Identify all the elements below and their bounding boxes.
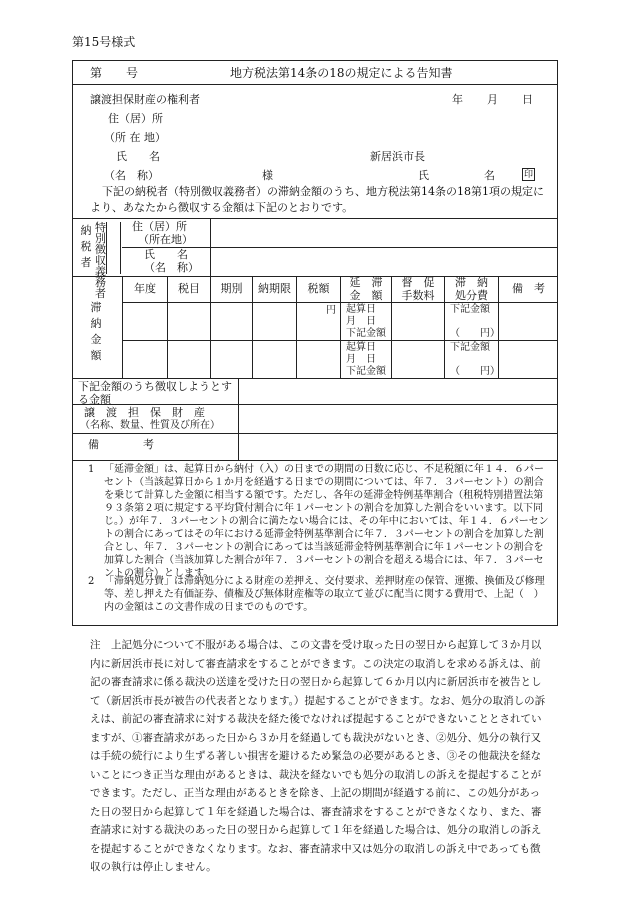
note-text: 「滞納処分費」は滞納処分による財産の差押え、交付要求、差押財産の保管、運搬、換価及び修理等、差し押えた有価証券、債権及び無体財産権等の取立て並びに配当に関する費用で、上記（ ）内の金額はこの文書作成の日までのものです。 xyxy=(104,576,545,613)
issuer-name-label: 氏 名 xyxy=(418,169,495,182)
number-prefix: 第 xyxy=(90,66,103,80)
date-month: 月 xyxy=(487,93,498,106)
col-fiscal-year: 年度 xyxy=(134,282,156,295)
col-tax-item: 税目 xyxy=(178,282,200,295)
taxpayer-location-label: （所在地） xyxy=(138,233,193,246)
issuer: 新居浜市長 xyxy=(370,150,425,163)
reckon-date-2: 月 日 xyxy=(346,354,376,365)
recipient-address-label: 住（居）所 xyxy=(108,112,163,125)
recipient-name-label: 氏 名 xyxy=(116,150,160,163)
recipient-org-label: （名 称） xyxy=(104,169,159,182)
number-suffix: 号 xyxy=(126,66,139,80)
date-day: 日 xyxy=(522,93,533,106)
property-label: 譲 渡 担 保 財 産 xyxy=(84,406,205,419)
appeal-footnote: 注 上記処分について不服がある場合は、この文書を受け取った日の翌日から起算して３か月以内に新居浜市長に対して審査請求をすることができます。この決定の取消しを求める訴えは、前記の審査請求に係る裁決の送達を受けた日の翌日から起算して６か月以内に新居浜市を被告として（新居浜市長が被告の代表者となります。）提起することができます。なお、処分の取消しの訴えは、前記の審査請求に対する裁決を経た後でなければ提起することができないこととされていますが、①審査請求があった日から３か月を経過しても裁決がないとき、②処分、処分の執行又は手続の続行により生ずる著しい損害を避けるため緊急の必要があるとき、③その他裁決を経ないことにつき正当な理由があるときは、裁決を経ないでも処分の取消しの訴えを提起することができます。ただし、正当な理由があるときを除き、上記の期間が経過する前に、この処分があった日の翌日から起算して１年を経過した場合は、審査請求をすることができなくなり、また、審査請求に対する裁決のあった日の翌日から起算して１年を経過した場合は、処分の取消しの訴えを提起することができなくなります。なお、審査請求中又は処分の取消しの訴え中であっても徴収の執行は停止しません。 xyxy=(90,639,546,873)
col-disposition-cost: 滞 納 処分費 xyxy=(455,276,488,302)
below-amount-late-1: 下記金額 xyxy=(346,328,386,339)
taxpayer-side-label: 納税者 xyxy=(80,224,92,269)
col-tax-amount: 税額 xyxy=(307,282,330,295)
reckon-start-2: 起算日 xyxy=(346,342,376,353)
note-number: 2 xyxy=(88,576,95,587)
taxpayer-org-label: （名 称） xyxy=(144,261,199,274)
taxpayer-name-label: 氏 名 xyxy=(144,248,188,261)
date-year: 年 xyxy=(452,93,463,106)
col-period: 期別 xyxy=(220,282,243,295)
honorific: 様 xyxy=(262,169,273,182)
yen-unit: 円 xyxy=(326,305,336,316)
reckon-start-1: 起算日 xyxy=(346,304,376,315)
col-late-fee: 延 滞 金 額 xyxy=(349,276,383,302)
seal-mark: 印 xyxy=(523,170,533,180)
remarks-label: 備 考 xyxy=(88,438,154,451)
page-title: 地方税法第14条の18の規定による告知書 xyxy=(230,66,453,80)
col-demand-fee: 督 促 手数料 xyxy=(401,276,435,302)
taxpayer-sub-label: 特別徴収義務者 xyxy=(95,221,106,300)
recipient-label: 譲渡担保財産の権利者 xyxy=(90,93,200,106)
below-amount-cost-1: 下記金額 xyxy=(450,304,490,315)
col-remarks: 備 考 xyxy=(512,282,545,295)
below-amount-late-2: 下記金額 xyxy=(346,366,386,377)
arrears-side-label: 滞納金額 xyxy=(90,301,102,362)
taxpayer-address-label: 住（居）所 xyxy=(132,220,187,233)
cost-paren-1: （ 円） xyxy=(450,328,500,339)
reckon-date-1: 月 日 xyxy=(346,316,376,327)
collect-label: 下記金額のうち徴収しようとする金額 xyxy=(78,380,232,406)
col-due-date: 納期限 xyxy=(258,282,291,295)
recipient-location-label: （所 在 地） xyxy=(104,131,166,144)
intro-text: 下記の納税者（特別徴収義務者）の滞納金額のうち、地方税法第14条の18第1項の規定により、あなたから徴収する金額は下記のとおりです。 xyxy=(90,185,544,214)
form-label: 第15号様式 xyxy=(72,35,136,49)
below-amount-cost-2: 下記金額 xyxy=(450,342,490,353)
note-number: 1 xyxy=(88,464,95,475)
cost-paren-2: （ 円） xyxy=(450,366,500,377)
property-sub-label: （名称、数量、性質及び所在） xyxy=(80,420,220,431)
note-text: 「延滞金額」は、起算日から納付（入）の日までの期間の日数に応じ、不足税額に年１４．６パーセント（当該起算日から１か月を経過する日までの期間については、年７．３パーセント）の割合を乗じて計算した金額に相当する額です。ただし、各年の延滞金特例基準割合（租税特別措置法第９３条第２項に規定する平均貸付割合に年１パーセントの割合を加算した割合をいいます。以下同じ。）が年７．３パーセントの割合に満たない場合には、その年中においては、年１４．６パーセントの割合にあってはその年における延滞金特例基準割合に年７．３パーセントの割合を加算した割合とし、年７．３パーセントの割合にあっては当該延滞金特例基準割合に年１パーセントの割合を加算した割合（当該加算した割合が年７．３パーセントの割合を超える場合には、年７．３パーセントの割合）とします。 xyxy=(104,464,549,579)
